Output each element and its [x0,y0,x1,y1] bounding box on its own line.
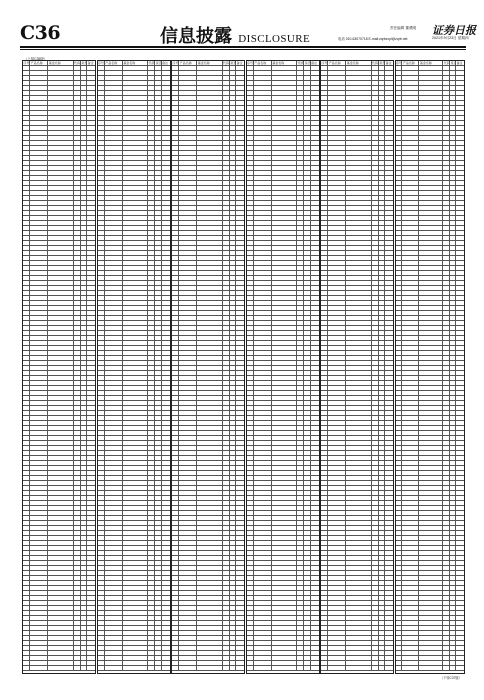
table-header-cell: 是否 [304,61,310,66]
table-column-block [22,60,96,674]
table-header-cell: 基金名称 [419,61,443,66]
table-header-cell: 备注 [311,61,320,66]
table-header-cell: 产品名称 [402,61,419,66]
table-header-cell: 基金名称 [346,61,371,66]
table-header-cell: 产品名称 [179,61,197,66]
table-header-cell: 代码 [372,61,379,66]
table-header-cell: 序号 [98,61,105,66]
section-title [160,22,310,48]
table-column-block [97,60,171,674]
table-header-cell: 代码 [223,61,230,66]
table-header-cell: 代码 [148,61,155,66]
table-header-cell: 基金名称 [123,61,148,66]
section-title-cn: 信息披露 [160,26,232,47]
section-title-en: DISCLOSURE [238,33,310,45]
table-header-cell: 序号 [396,61,403,66]
table-header-cell: 备注 [456,61,464,66]
table-header-cell: 代码 [443,61,450,66]
table-header-cell: 是否 [230,61,236,66]
newspaper-logo: 证券日报 [432,22,476,38]
table-header-cell: 备注 [87,61,96,66]
table-cell [23,666,30,671]
masthead [20,22,466,46]
table-row [98,666,170,671]
table-header-cell: 备注 [385,61,394,66]
table-header-cell: 代码 [297,61,304,66]
table-header-cell: 代码 [74,61,81,66]
date-line: 2021年9月23日 星期四 [432,36,469,41]
table-cell [87,666,96,671]
table-header-cell: 序号 [321,61,328,66]
table-cell [30,666,48,671]
table-header-cell: 基金名称 [48,61,73,66]
masthead-rule-thin [20,49,466,50]
table-header-cell: 备注 [236,61,245,66]
table-cell [98,666,105,671]
table-header-cell: 序号 [247,61,254,66]
table-header-cell: 产品名称 [254,61,272,66]
table-continuation-note: （上接C35版） [24,56,47,61]
contact-line: 电话 010-63070718 E-mail:zqrbxxpl@zqrb.net [338,36,407,41]
table-cell [105,666,123,671]
table-header-cell: 是否 [81,61,87,66]
table-header-cell: 是否 [155,61,161,66]
table-cell [123,666,148,671]
table-column-block [171,60,245,674]
table-cell [48,666,73,671]
table-header-cell: 基金名称 [272,61,297,66]
table-cell [162,666,171,671]
table-cell [74,666,81,671]
masthead-rule [20,46,466,48]
editor-line: 责任编辑 董勇刚 [390,26,416,31]
table-row [23,666,95,671]
page-code: C36 [20,22,60,44]
table-header-cell: 基金名称 [197,61,222,66]
table-header-cell: 备注 [162,61,171,66]
table-header-cell: 序号 [23,61,30,66]
table-header-cell: 序号 [172,61,179,66]
table-cell [148,666,155,671]
table-header-cell: 是否 [450,61,456,66]
table-header-cell: 产品名称 [105,61,123,66]
table-header-cell: 产品名称 [328,61,346,66]
table-header-cell: 是否 [379,61,385,66]
table-header-cell: 产品名称 [30,61,48,66]
